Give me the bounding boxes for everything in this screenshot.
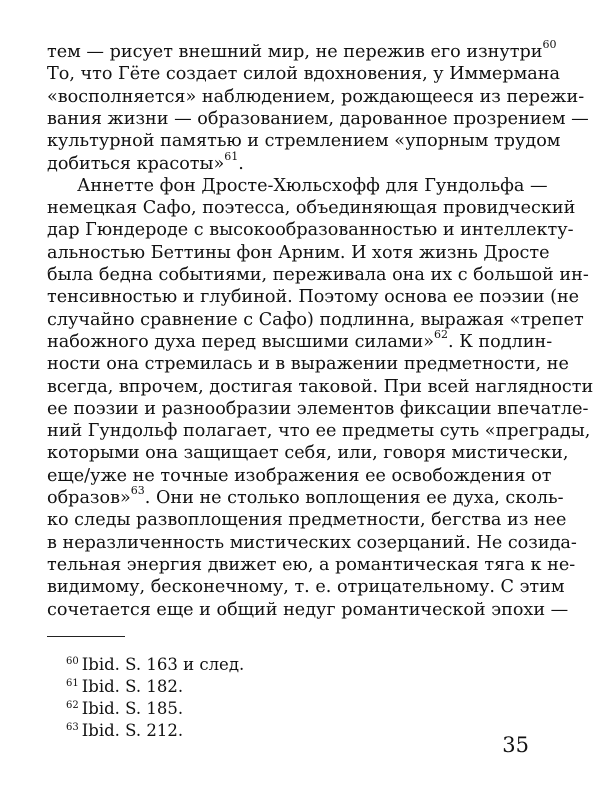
text-line: ности она стремилась и в выражении предметности, не [47, 354, 569, 375]
text-line: тенсивностью и глубиной. Поэтому основа ее поэзии (не [47, 287, 580, 308]
footnote-text: Ibid. S. 185. [81, 699, 184, 718]
text-line: ее поэзии и разнообразии элементов фиксации впечатле- [47, 398, 589, 419]
footnote-text: Ibid. S. 212. [81, 721, 184, 740]
text-line: случайно сравнение с Сафо) подлинна, выражая «трепет [47, 309, 584, 330]
footnote-text: Ibid. S. 163 и след. [81, 655, 245, 674]
footnote-number: 62 [66, 700, 79, 711]
text-line: добиться красоты»$^{61}$. [47, 149, 244, 174]
text-line: культурной памятью и стремлением «упорным трудом [47, 131, 561, 152]
text-line: которыми она защищает себя, или, говоря мистически, [47, 443, 569, 464]
footnote-number: 61 [66, 678, 79, 689]
text-line: Аннетте фон Дросте-Хюльсхофф для Гундольфа — [77, 175, 548, 196]
text-line: еще/уже не точные изображения ее освобождения от [47, 465, 552, 486]
text-line: была бедна событиями, переживала она их с большой ин- [47, 265, 589, 285]
text-line: сочетается еще и общий недуг романтической эпохи — [47, 599, 569, 620]
footnote [66, 676, 183, 698]
text-line: образов»$^{63}$. Они не столько воплощения ее духа, сколь- [47, 484, 564, 508]
text-line: «восполняется» наблюдением, рождающееся из пережи- [47, 86, 585, 107]
footnote [66, 720, 183, 742]
footnote-ref: 62 [434, 327, 449, 341]
footnote [66, 698, 183, 720]
text-line: немецкая Сафо, поэтесса, объединяющая провидческий [47, 198, 576, 219]
footnote-ref: 63 [130, 484, 145, 497]
text-line: тельная энергия движет ею, а романтическая тяга к не- [47, 554, 576, 575]
text-line: ко следы развоплощения предметности, бегства из нее [47, 510, 567, 531]
footnote-number: 60 [66, 656, 79, 667]
text-line: всегда, впрочем, достигая таковой. При всей наглядности [47, 376, 593, 397]
footnote-ref: 61 [224, 149, 239, 163]
text-line: набожного духа перед высшими силами»$^{62}$. К подлин- [47, 327, 553, 352]
text-line: в неразличенность мистических созерцаний. Не созида- [47, 532, 577, 553]
footnote [66, 654, 244, 676]
footnote-ref: 60 [542, 38, 557, 51]
text-line: То, что Гёте создает силой вдохновения, у Иммермана [47, 64, 560, 85]
footnote-text: Ibid. S. 182. [81, 677, 184, 696]
text-line: дар Гюндероде с высокообразованностью и интеллекту- [47, 220, 574, 241]
footnote-number: 63 [66, 722, 79, 733]
footnote-separator [47, 636, 125, 637]
text-line: ний Гундольф полагает, что ее предметы суть «преграды, [47, 421, 591, 442]
text-line: альностью Беттины фон Арним. И хотя жизнь Дросте [47, 242, 550, 263]
text-line: видимому, бесконечному, т. е. отрицательному. С этим [47, 577, 565, 598]
text-line: вания жизни — образованием, дарованное прозрением — [47, 108, 589, 129]
page-number: 35 [502, 733, 529, 757]
text-line: тем — рисует внешний мир, не пережив его изнутри$^{60}$ [47, 38, 557, 62]
